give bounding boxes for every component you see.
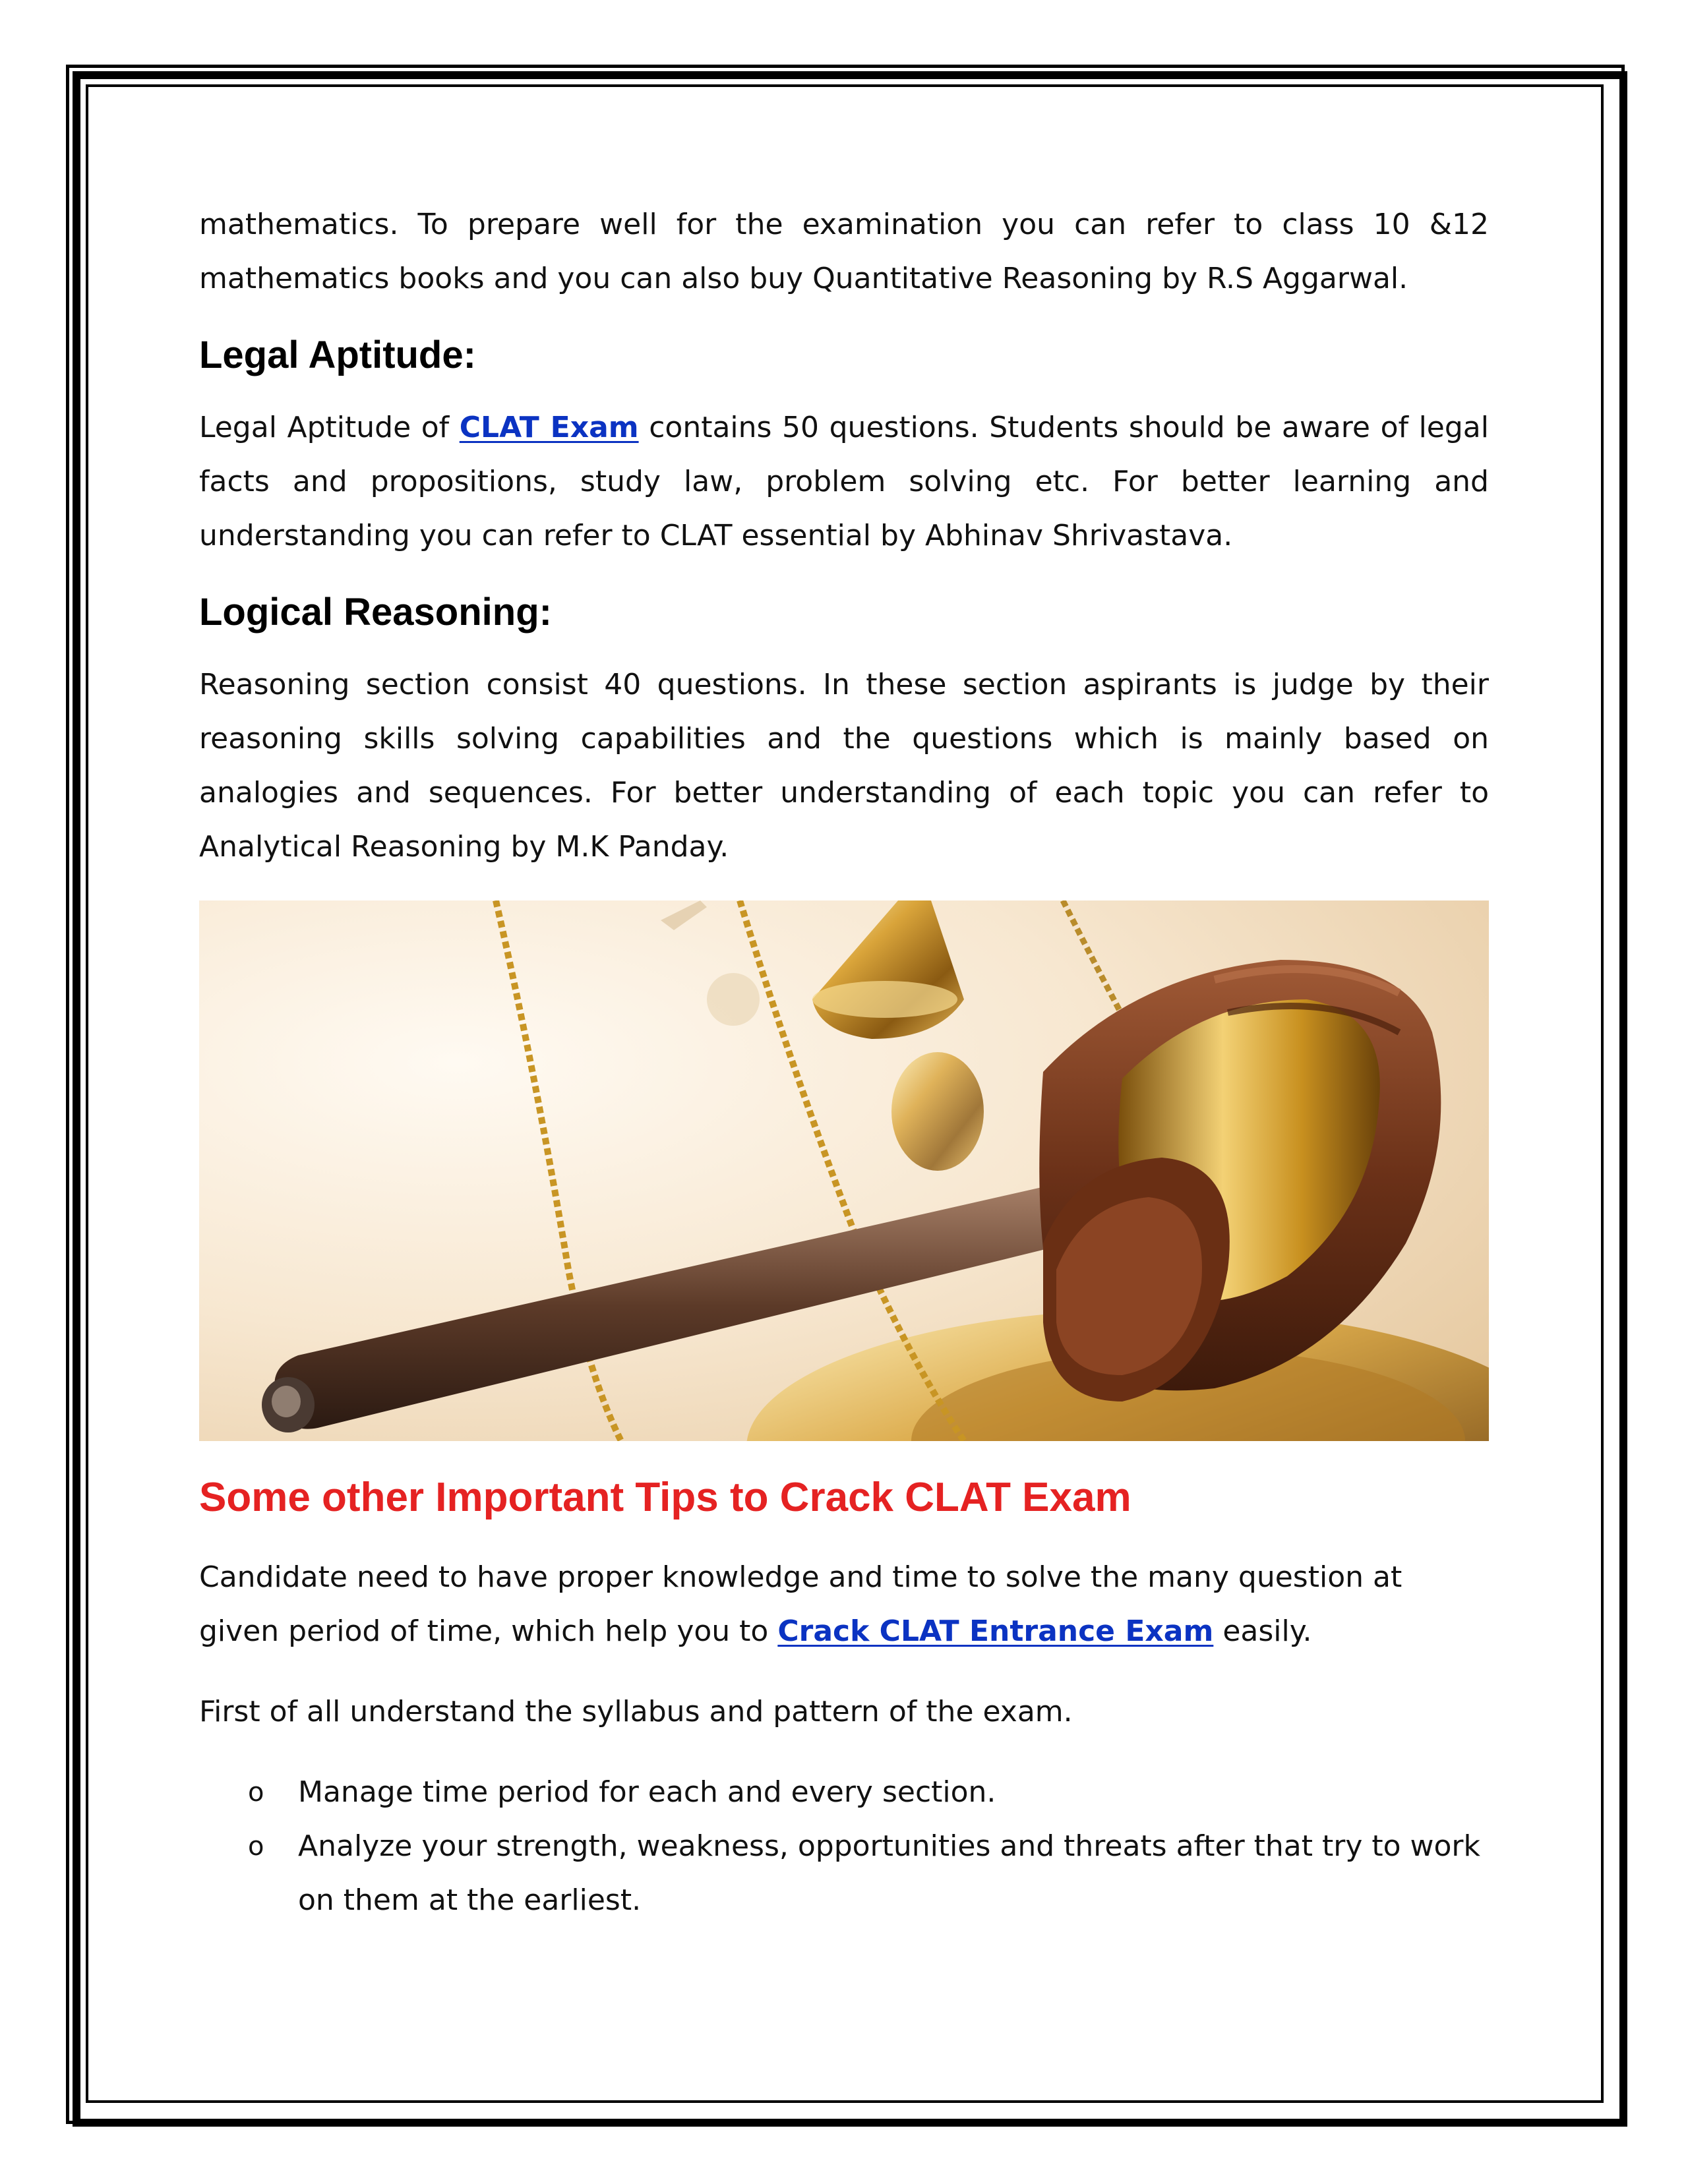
list-item-text: Manage time period for each and every section. <box>298 1775 996 1809</box>
tips-heading: Some other Important Tips to Crack CLAT Exam <box>199 1475 1131 1520</box>
clat-exam-link[interactable]: CLAT Exam <box>459 411 639 444</box>
circle-bullet-icon: o <box>248 1831 264 1862</box>
gavel-scales-image <box>199 900 1489 1441</box>
logical-reasoning-heading: Logical Reasoning: <box>199 591 552 634</box>
crack-clat-entrance-exam-link[interactable]: Crack CLAT Entrance Exam <box>777 1614 1214 1648</box>
legal-aptitude-heading: Legal Aptitude: <box>199 334 476 376</box>
tips-paragraph <box>199 1550 1489 1659</box>
logical-reasoning-paragraph: Reasoning section consist 40 questions. In these section aspirants is judge by their reasoning skills solving capabilities and the questions which is mainly based on analogies and sequences. For better understanding of each topic you can refer to Analytical Reasoning by M.K Panday. <box>199 668 1489 864</box>
circle-bullet-icon: o <box>248 1777 264 1808</box>
list-item-text: Analyze your strength, weakness, opportunities and threats after that try to work on them at the earliest. <box>298 1829 1480 1917</box>
tips-list <box>199 1765 1489 1928</box>
tips-text-end: easily. <box>1213 1614 1312 1648</box>
legal-text-start: Legal Aptitude of <box>199 411 460 444</box>
list-item <box>199 1819 1489 1928</box>
intro-paragraph: mathematics. To prepare well for the examination you can refer to class 10 &12 mathematics books and you can also buy Quantitative Reasoning by R.S Aggarwal. <box>199 208 1489 295</box>
list-item <box>199 1765 1489 1819</box>
syllabus-paragraph: First of all understand the syllabus and pattern of the exam. <box>199 1695 1073 1728</box>
document-content <box>199 198 1489 1928</box>
tips-text-start: Candidate need to have proper knowledge and time to solve the many question at given period of time, which help you to <box>199 1560 1402 1648</box>
legal-text-end: contains 50 questions. Students should be aware of legal facts and propositions, study law, problem solving etc. For better learning and understanding you can refer to CLAT essential by Abhinav Shrivastava. <box>199 411 1489 552</box>
legal-aptitude-paragraph <box>199 401 1489 563</box>
